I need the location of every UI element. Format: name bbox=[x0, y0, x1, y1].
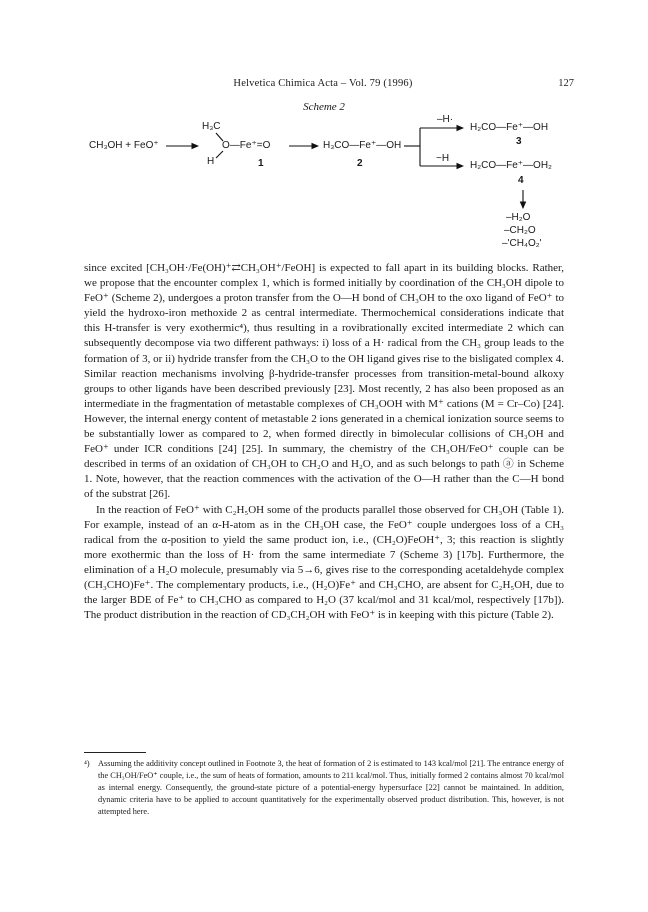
footnote-rule bbox=[84, 752, 146, 753]
hydride-shift: ~H bbox=[436, 153, 450, 164]
footnote bbox=[84, 758, 564, 818]
footnote-text: Assuming the additivity concept outlined in Footnote 3, the heat of formation of 2 is estimated to 143 kcal/mol [21]. The entrance energy of the CH₃OH/FeO⁺ couple, i.e., the sum of heats of formation, amounts to 211 kcal/mol. Thus, initially formed 2 contains almost 70 kcal/mol as internal energy. Consequently, the ground-state picture of a potential-energy hypersurface [22] cannot be maintained. In addition, dynamic criteria have to be applied to account quantitatively for the experimentally observed product distribution. This, however, is not attempted here. bbox=[98, 759, 564, 816]
intermediate2: H₃CO—Fe⁺—OH bbox=[323, 140, 402, 151]
scheme-title: Scheme 2 bbox=[303, 101, 345, 113]
product-3: H₂CO—Fe⁺—OH bbox=[470, 122, 549, 133]
product-4: H₂CO—Fe⁺—OH₂ bbox=[470, 160, 552, 171]
footnote-marker: ⁴) bbox=[84, 759, 90, 768]
loss-water: –H₂O bbox=[506, 212, 531, 223]
intermediate1-methyl: H₃C bbox=[202, 121, 221, 132]
journal-title: Helvetica Chimica Acta – Vol. 79 (1996) bbox=[233, 78, 413, 89]
bond-h-o bbox=[216, 151, 223, 158]
compound-label-3: 3 bbox=[516, 136, 522, 147]
paragraph-2: In the reaction of FeO⁺ with C₂H₅OH some of the products parallel those observed for CH₃OH (Table 1). For example, instead of an α-H-atom as in the CH₃OH case, the FeO⁺ couple undergoes loss of a CH₃ radical from the α-position to yield the same product ion, i.e., (CH₂O)FeOH⁺, 3; this reaction is slightly more exothermic than the loss of H· from the same intermediate 7 (Scheme 3) [17b]. Furthermore, the elimination of a H₂O molecule, presumably via 5→6, gives rise to the corresponding acetaldehyde complex (CH₃CHO)Fe⁺. The complementary products, i.e., (H₂O)Fe⁺ and CH₃CHO, are absent for C₂H₅OH, due to the larger BDE of Fe⁺ to CH₃CHO as compared to H₂O (37 kcal/mol and 31 kcal/mol, respectively [17b]). The product distribution in the reaction of CD₃CH₂OH with FeO⁺ is in keeping with this picture (Table 2). bbox=[84, 503, 564, 622]
loss-h-radical: –H· bbox=[437, 114, 454, 125]
compound-label-1: 1 bbox=[258, 158, 264, 169]
scheme-arrows bbox=[0, 0, 648, 260]
body-text bbox=[84, 261, 564, 623]
reactant: CH₃OH + FeO⁺ bbox=[89, 140, 159, 151]
loss-ch4o2: –'CH₄O₂' bbox=[502, 238, 542, 249]
compound-label-2: 2 bbox=[357, 158, 363, 169]
page-number: 127 bbox=[558, 78, 574, 89]
paragraph-1: since excited [CH₃OH·/Fe(OH)⁺⇄CH₃OH⁺/FeOH] is expected to fall apart in its building blocks. Rather, we propose that the encounter complex 1, which is formed initially by coordination of the CH₃OH dipole to FeO⁺ (Scheme 2), undergoes a proton transfer from the O—H bond of CH₃OH to the oxo ligand of FeO⁺ to yield the hydroxo-iron methoxide 2 as central intermediate. Thermochemical considerations indicate that this H-transfer is very exothermic⁴), thus resulting in a rovibrationally excited intermediate 2 which can subsequently decompose via two different pathways: i) loss of a H· radical from the CH₃ group leads to the formation of 3, or ii) hydride transfer from the CH₃O to the OH ligand gives rise to the bisligated complex 4. Similar reaction mechanisms involving β-hydride-transfer processes from transition-metal-bound alkoxy groups to other ligands have been described previously [23]. Most recently, 2 has also been proposed as an intermediate in the fragmentation of metastable complexes of CH₃OOH with M⁺ cations (M = Cr–Co) [24]. However, the internal energy content of metastable 2 ions generated in a chemical ionization source seems to be substantially lower as compared to 2, when formed directly in bimolecular collisions of CH₃OH and FeO⁺ under ICR conditions [24] [25]. In summary, the chemistry of the CH₃OH/FeO⁺ couple can be described in terms of an oxidation of CH₃OH to CH₂O and H₂O, and as such belongs to path ⓐ in Scheme 1. Note, however, that the reaction commences with the activation of the O—H rather than the C—H bond of the substrat [26]. bbox=[84, 262, 564, 501]
intermediate1-core: O—Fe⁺=O bbox=[222, 140, 271, 151]
loss-formaldehyde: –CH₂O bbox=[504, 225, 536, 236]
intermediate1-hydrogen: H bbox=[207, 156, 215, 167]
compound-label-4: 4 bbox=[518, 175, 524, 186]
